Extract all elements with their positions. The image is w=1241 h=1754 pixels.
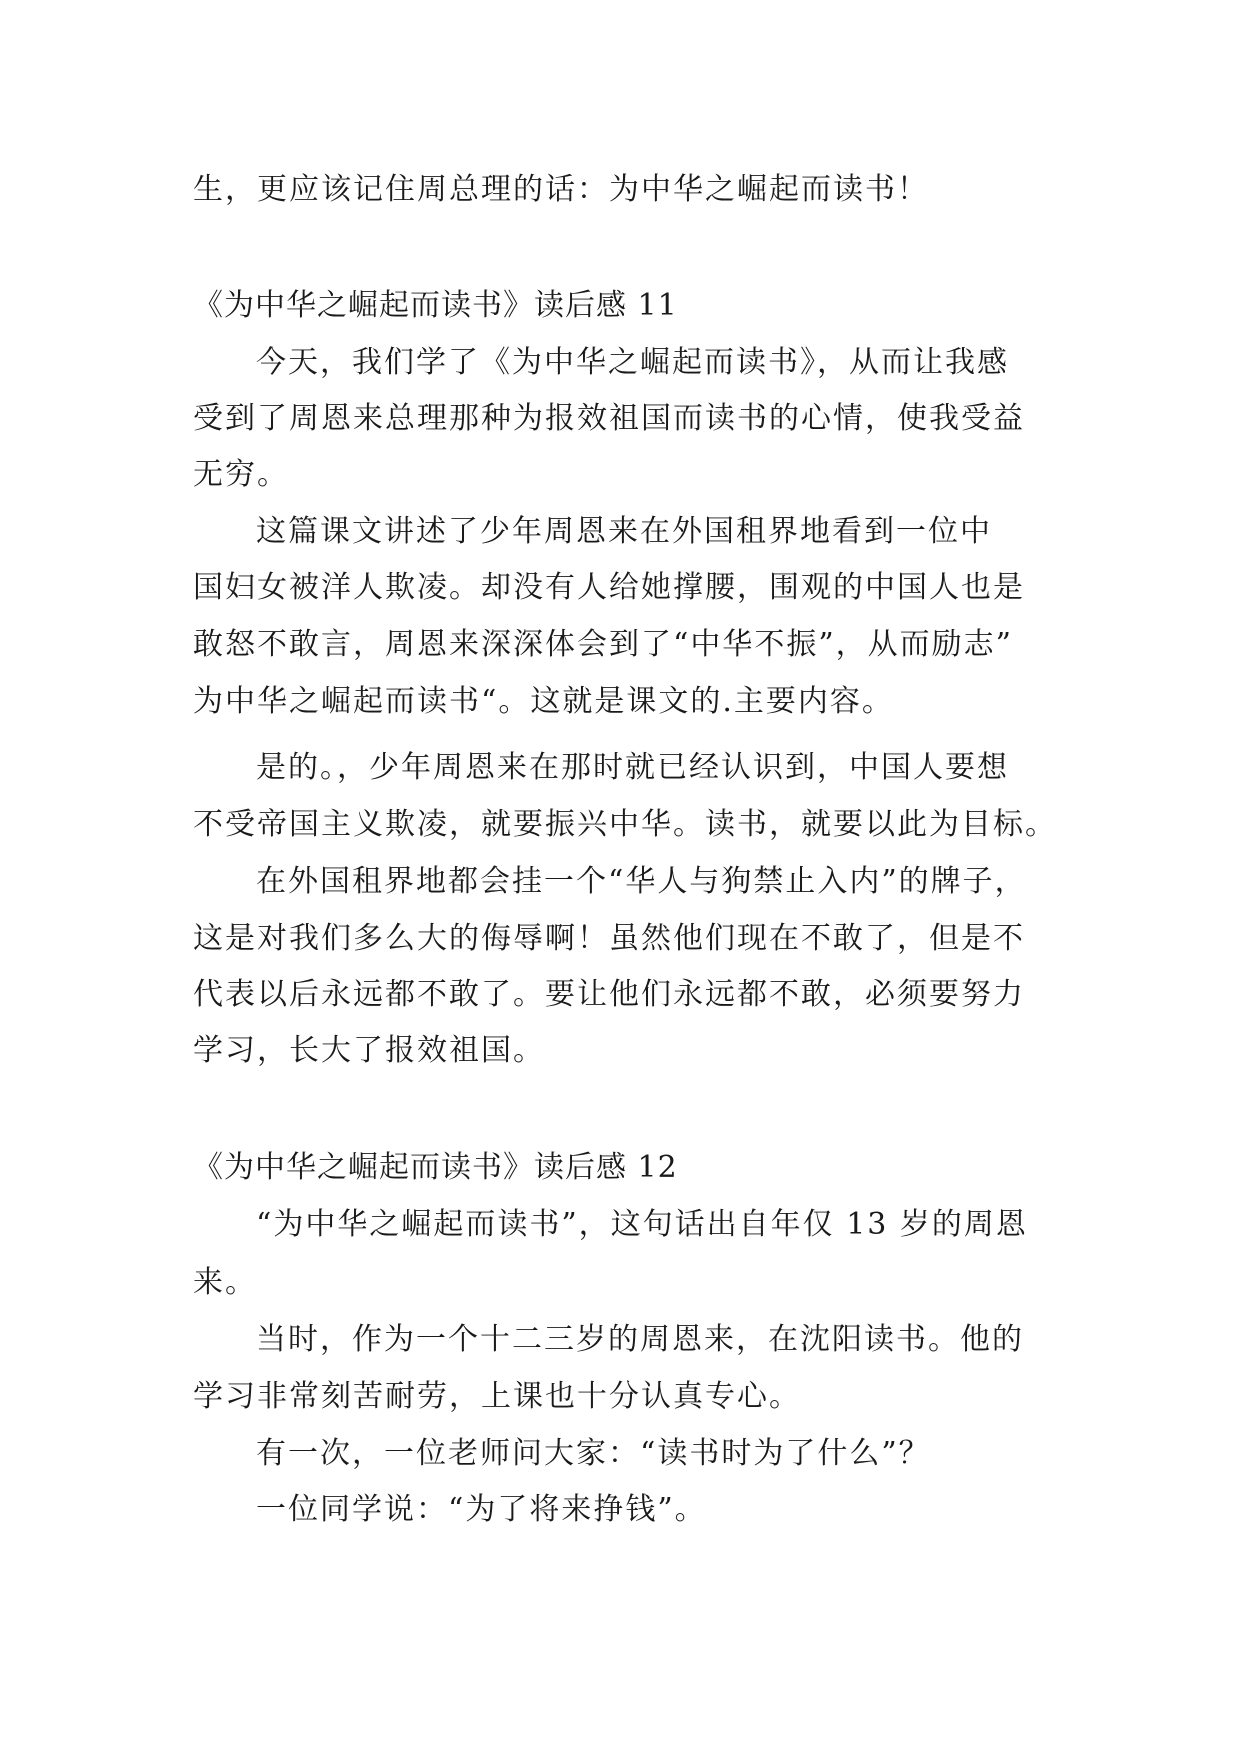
paragraph-line: 国妇女被洋人欺凌。却没有人给她撑腰，围观的中国人也是 [193, 570, 1025, 605]
paragraph-line: “为中华之崛起而读书”，这句话出自年仅 13 岁的周恩 [256, 1207, 1028, 1242]
paragraph-line: 来。 [193, 1265, 257, 1300]
paragraph-line: 无穷。 [193, 457, 289, 492]
paragraph-line: 敢怒不敢言，周恩来深深体会到了“中华不振”，从而励志” [193, 627, 1014, 662]
paragraph-line: 为中华之崛起而读书“。这就是课文的.主要内容。 [193, 684, 894, 719]
paragraph-line: 学习，长大了报效祖国。 [193, 1033, 545, 1068]
paragraph-line: 当时，作为一个十二三岁的周恩来，在沈阳读书。他的 [256, 1322, 1024, 1357]
paragraph-line: 今天，我们学了《为中华之崛起而读书》，从而让我感 [256, 345, 1009, 380]
paragraph-line: 生，更应该记住周总理的话：为中华之崛起而读书！ [193, 172, 929, 207]
paragraph-line: 在外国租界地都会挂一个“华人与狗禁止入内”的牌子， [256, 864, 1027, 899]
paragraph-line: 是的。，少年周恩来在那时就已经认识到，中国人要想 [256, 750, 1009, 785]
paragraph-line: 受到了周恩来总理那种为报效祖国而读书的心情，使我受益 [193, 401, 1025, 436]
paragraph-line: 这篇课文讲述了少年周恩来在外国租界地看到一位中 [256, 514, 992, 549]
section-heading-12: 《为中华之崛起而读书》读后感 12 [193, 1150, 678, 1185]
paragraph-line: 不受帝国主义欺凌，就要振兴中华。读书，就要以此为目标。 [193, 807, 1057, 842]
paragraph-line: 一位同学说：“为了将来挣钱”。 [256, 1492, 707, 1527]
paragraph-line: 这是对我们多么大的侮辱啊！虽然他们现在不敢了，但是不 [193, 921, 1025, 956]
section-heading-11: 《为中华之崛起而读书》读后感 11 [193, 288, 678, 323]
paragraph-line: 有一次，一位老师问大家：“读书时为了什么”？ [256, 1436, 931, 1471]
paragraph-line: 代表以后永远都不敢了。要让他们永远都不敢，必须要努力 [193, 977, 1025, 1012]
paragraph-line: 学习非常刻苦耐劳，上课也十分认真专心。 [193, 1379, 801, 1414]
